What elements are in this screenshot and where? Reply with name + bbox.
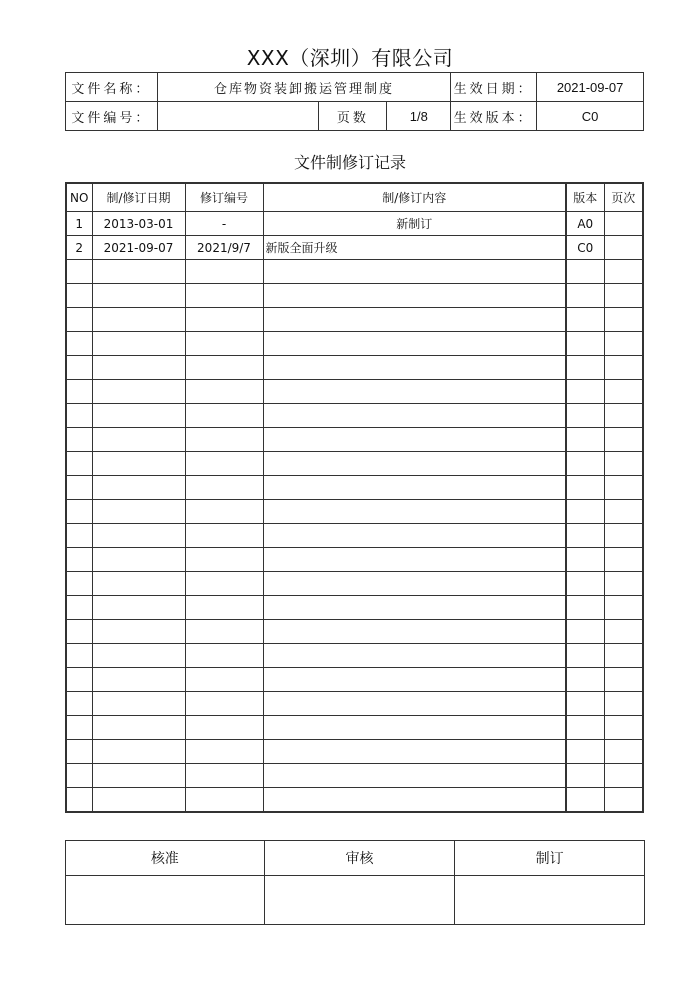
row-date: 2013-03-01 (92, 212, 185, 236)
row-date (92, 764, 185, 788)
row-version (566, 548, 604, 572)
revision-table (65, 182, 644, 813)
row-rev-no (185, 572, 263, 596)
row-date (92, 740, 185, 764)
row-rev-no (185, 740, 263, 764)
effective-version-label: 生效版本： (451, 102, 537, 131)
revision-header-row (66, 183, 643, 212)
row-rev-no (185, 524, 263, 548)
row-date: 2021-09-07 (92, 236, 185, 260)
row-content (263, 524, 566, 548)
row-no (66, 356, 92, 380)
table-row-empty (66, 260, 643, 284)
table-row-empty (66, 524, 643, 548)
row-no (66, 308, 92, 332)
row-rev-no (185, 548, 263, 572)
row-page (604, 332, 643, 356)
row-no (66, 548, 92, 572)
document-info-table (65, 72, 644, 131)
header-page: 页次 (604, 183, 643, 212)
table-row-empty (66, 500, 643, 524)
row-page (604, 548, 643, 572)
approval-table (65, 840, 645, 925)
review-signature-cell[interactable] (264, 876, 455, 925)
row-rev-no (185, 428, 263, 452)
row-rev-no (185, 788, 263, 813)
row-content (263, 284, 566, 308)
row-page (604, 428, 643, 452)
row-version (566, 452, 604, 476)
row-date (92, 788, 185, 813)
table-row-empty (66, 716, 643, 740)
row-content (263, 596, 566, 620)
row-date (92, 524, 185, 548)
row-content (263, 380, 566, 404)
header-content: 制/修订内容 (263, 183, 566, 212)
row-page (604, 308, 643, 332)
row-no (66, 620, 92, 644)
row-version (566, 596, 604, 620)
table-row-empty (66, 548, 643, 572)
table-row (66, 236, 643, 260)
approve-signature-cell[interactable] (66, 876, 265, 925)
row-page (604, 236, 643, 260)
table-row-empty (66, 620, 643, 644)
row-page (604, 692, 643, 716)
company-title: XXX（深圳）有限公司 (246, 46, 454, 70)
row-rev-no (185, 404, 263, 428)
row-rev-no (185, 452, 263, 476)
row-content (263, 668, 566, 692)
row-no (66, 476, 92, 500)
row-content (263, 692, 566, 716)
row-no (66, 260, 92, 284)
row-date (92, 428, 185, 452)
row-version (566, 308, 604, 332)
row-no (66, 332, 92, 356)
row-date (92, 716, 185, 740)
row-version (566, 788, 604, 813)
row-content (263, 764, 566, 788)
row-page (604, 740, 643, 764)
row-no (66, 524, 92, 548)
row-no (66, 644, 92, 668)
row-content (263, 500, 566, 524)
table-row-empty (66, 380, 643, 404)
row-version (566, 380, 604, 404)
table-row-empty (66, 764, 643, 788)
row-content (263, 308, 566, 332)
row-page (604, 572, 643, 596)
row-rev-no (185, 500, 263, 524)
header-version: 版本 (566, 183, 604, 212)
file-number-label: 文件编号： (66, 102, 158, 131)
row-rev-no (185, 596, 263, 620)
row-version (566, 740, 604, 764)
row-page (604, 596, 643, 620)
row-no (66, 500, 92, 524)
table-row-empty (66, 404, 643, 428)
row-version (566, 428, 604, 452)
table-row-empty (66, 428, 643, 452)
row-date (92, 644, 185, 668)
row-rev-no (185, 380, 263, 404)
row-content (263, 572, 566, 596)
row-content (263, 548, 566, 572)
row-rev-no (185, 356, 263, 380)
row-page (604, 452, 643, 476)
header-date: 制/修订日期 (92, 183, 185, 212)
row-no (66, 668, 92, 692)
row-date (92, 308, 185, 332)
pages-label: 页数 (319, 102, 387, 131)
row-no (66, 380, 92, 404)
effective-date-value: 2021-09-07 (537, 73, 644, 102)
row-version (566, 524, 604, 548)
row-no (66, 428, 92, 452)
row-date (92, 476, 185, 500)
row-no (66, 716, 92, 740)
revision-section-title: 文件制修订记录 (293, 153, 406, 172)
row-rev-no (185, 716, 263, 740)
row-page (604, 260, 643, 284)
row-version (566, 668, 604, 692)
row-version (566, 620, 604, 644)
row-no (66, 788, 92, 813)
row-page (604, 356, 643, 380)
row-content (263, 332, 566, 356)
table-row-empty (66, 332, 643, 356)
row-version (566, 284, 604, 308)
table-row-empty (66, 572, 643, 596)
row-content (263, 476, 566, 500)
row-version (566, 476, 604, 500)
table-row-empty (66, 692, 643, 716)
row-page (604, 668, 643, 692)
row-rev-no: 2021/9/7 (185, 236, 263, 260)
row-content (263, 428, 566, 452)
row-date (92, 404, 185, 428)
row-date (92, 284, 185, 308)
table-row-empty (66, 668, 643, 692)
row-page (604, 764, 643, 788)
row-page (604, 524, 643, 548)
table-row-empty (66, 452, 643, 476)
review-header: 审核 (264, 841, 455, 876)
row-content (263, 716, 566, 740)
row-version: C0 (566, 236, 604, 260)
row-rev-no (185, 668, 263, 692)
row-date (92, 356, 185, 380)
row-content (263, 452, 566, 476)
row-version: A0 (566, 212, 604, 236)
header-no: NO (66, 183, 92, 212)
row-rev-no: - (185, 212, 263, 236)
row-date (92, 572, 185, 596)
row-no (66, 596, 92, 620)
row-no (66, 740, 92, 764)
row-content (263, 788, 566, 813)
row-date (92, 596, 185, 620)
effective-date-label: 生效日期： (451, 73, 537, 102)
row-version (566, 644, 604, 668)
row-rev-no (185, 332, 263, 356)
row-content (263, 740, 566, 764)
row-rev-no (185, 284, 263, 308)
row-page (604, 212, 643, 236)
row-no (66, 284, 92, 308)
row-page (604, 284, 643, 308)
row-no: 2 (66, 236, 92, 260)
table-row-empty (66, 356, 643, 380)
row-page (604, 404, 643, 428)
row-version (566, 500, 604, 524)
row-no: 1 (66, 212, 92, 236)
table-row (66, 212, 643, 236)
row-version (566, 692, 604, 716)
row-version (566, 260, 604, 284)
table-row-empty (66, 284, 643, 308)
row-page (604, 716, 643, 740)
row-content (263, 356, 566, 380)
row-rev-no (185, 764, 263, 788)
row-version (566, 764, 604, 788)
row-date (92, 668, 185, 692)
table-row-empty (66, 476, 643, 500)
row-rev-no (185, 476, 263, 500)
row-no (66, 452, 92, 476)
table-row-empty (66, 740, 643, 764)
table-row-empty (66, 308, 643, 332)
row-page (604, 500, 643, 524)
pages-value: 1/8 (387, 102, 451, 131)
row-version (566, 716, 604, 740)
row-date (92, 380, 185, 404)
row-rev-no (185, 644, 263, 668)
file-name-label: 文件名称： (66, 73, 158, 102)
row-rev-no (185, 260, 263, 284)
row-no (66, 572, 92, 596)
row-date (92, 500, 185, 524)
row-date (92, 332, 185, 356)
file-number-value (157, 102, 319, 131)
header-rev-no: 修订编号 (185, 183, 263, 212)
row-content: 新版全面升级 (263, 236, 566, 260)
file-name-value: 仓库物资装卸搬运管理制度 (157, 73, 450, 102)
row-content (263, 644, 566, 668)
table-row-empty (66, 788, 643, 813)
row-no (66, 692, 92, 716)
row-date (92, 692, 185, 716)
prepare-header: 制订 (455, 841, 645, 876)
row-rev-no (185, 308, 263, 332)
row-content (263, 620, 566, 644)
row-page (604, 380, 643, 404)
effective-version-value: C0 (537, 102, 644, 131)
approve-header: 核准 (66, 841, 265, 876)
table-row-empty (66, 596, 643, 620)
row-no (66, 764, 92, 788)
row-page (604, 644, 643, 668)
row-content (263, 404, 566, 428)
row-version (566, 356, 604, 380)
row-page (604, 788, 643, 813)
prepare-signature-cell[interactable] (455, 876, 645, 925)
row-page (604, 620, 643, 644)
row-rev-no (185, 620, 263, 644)
row-date (92, 548, 185, 572)
row-date (92, 620, 185, 644)
row-version (566, 332, 604, 356)
table-row-empty (66, 644, 643, 668)
row-no (66, 404, 92, 428)
row-date (92, 260, 185, 284)
row-version (566, 404, 604, 428)
row-rev-no (185, 692, 263, 716)
row-page (604, 476, 643, 500)
row-version (566, 572, 604, 596)
row-content (263, 260, 566, 284)
row-date (92, 452, 185, 476)
row-content: 新制订 (263, 212, 566, 236)
